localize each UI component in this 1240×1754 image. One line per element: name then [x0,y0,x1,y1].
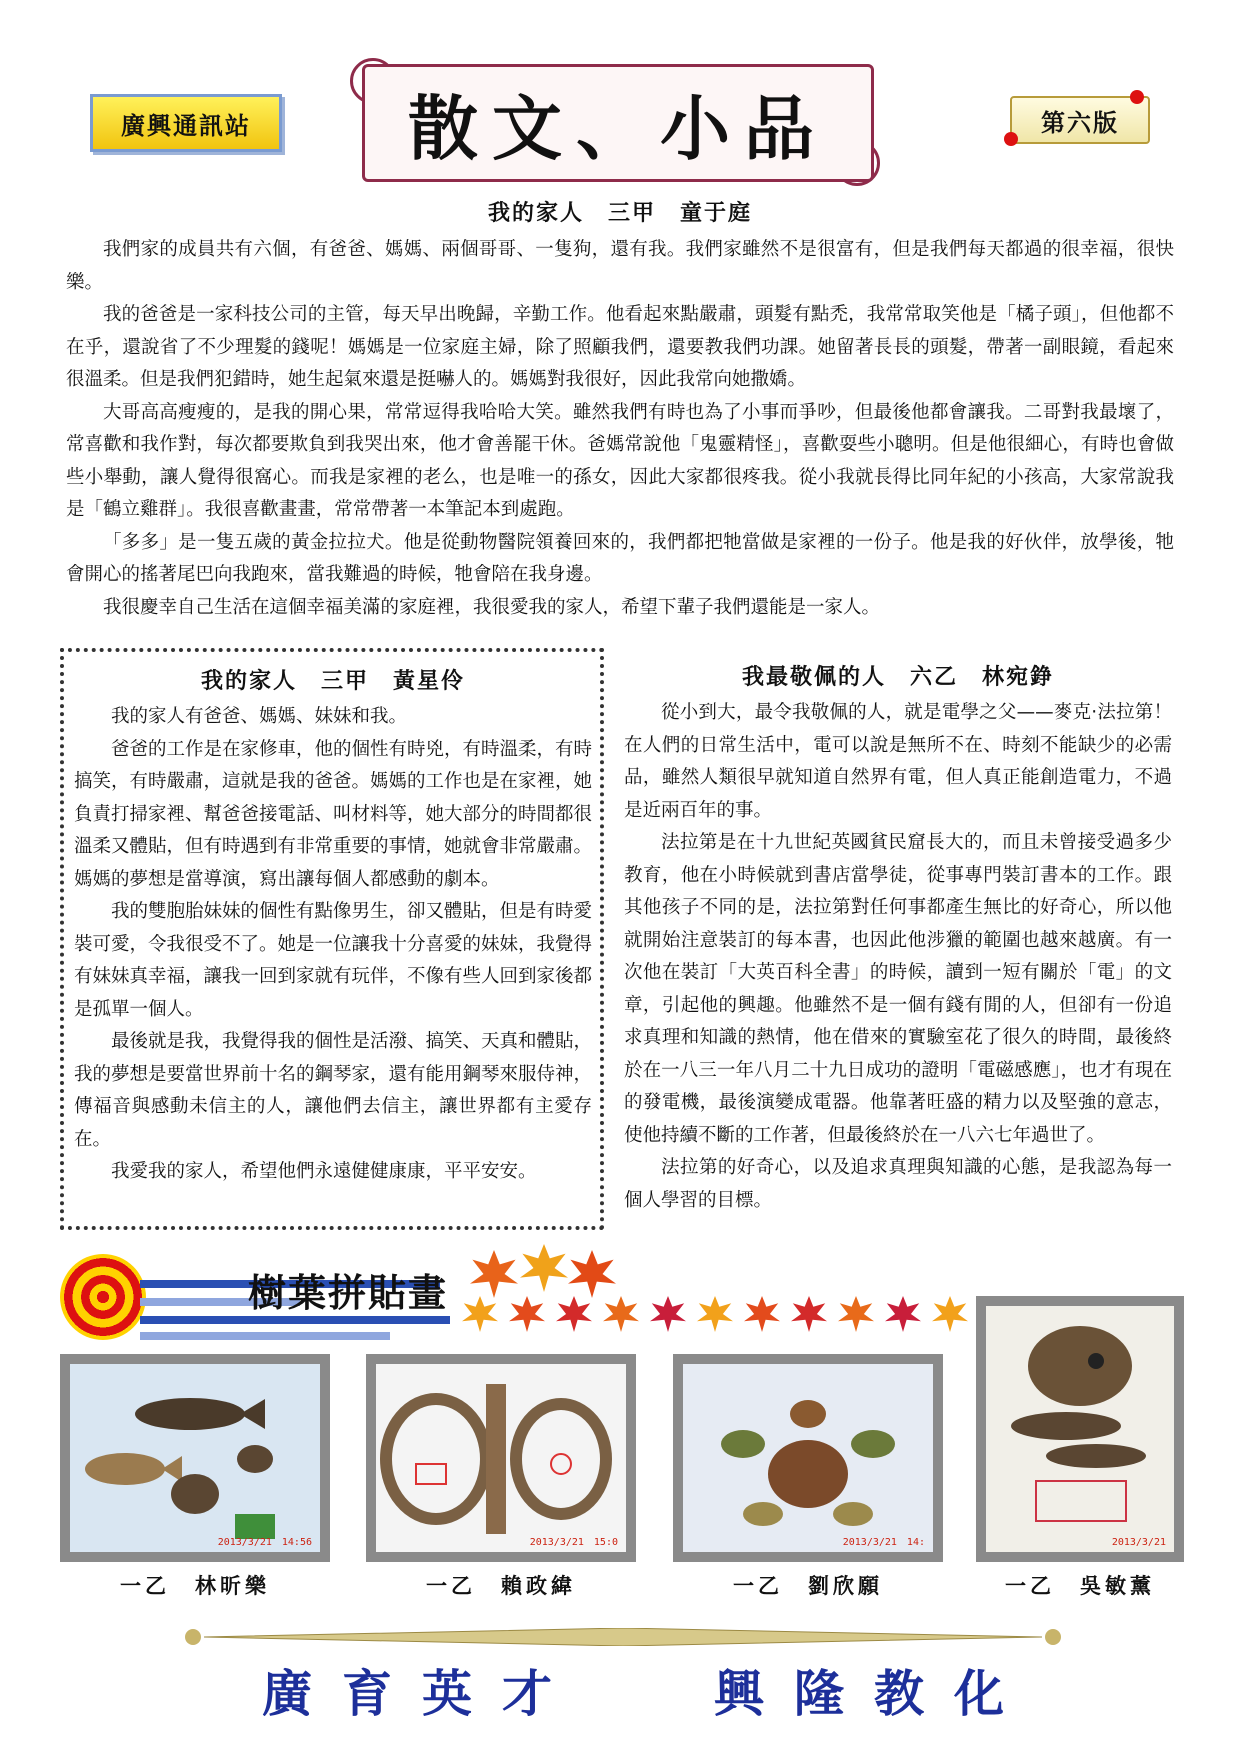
leaf-section-title: 樹葉拼貼畫 [248,1270,449,1315]
leaf-face-collage-image [986,1306,1174,1552]
photo-caption: 一乙 賴政緯 [426,1573,576,1598]
leaf-faces-collage-image [376,1364,626,1552]
footer-motto-left: 廣育英才 [262,1664,582,1723]
article3-column [624,660,1172,1217]
speed-line-decoration [140,1332,390,1340]
maple-leaf-icon [520,1244,568,1292]
article1-paragraph: 我的爸爸是一家科技公司的主管，每天早出晚歸，辛勤工作。他看起來點嚴肅，頭髮有點禿，我常常取笑他是「橘子頭」，但他都不在乎，還說省了不少理髮的錢呢！媽媽是一位家庭主婦，除了照顧我們，還要教我們功課。她留著長長的頭髮，帶著一副眼鏡，看起來很溫柔。但是我們犯錯時，她生起氣來還是挺嚇人的。媽媽對我很好，因此我常向她撒嬌。 [66,304,1174,390]
photo-timestamp: 2013/3/21 15:0 [529,1537,618,1548]
maple-leaf-icon [470,1250,518,1298]
article3-paragraph: 法拉第的好奇心，以及追求真理與知識的心態，是我認為每一個人學習的目標。 [624,1157,1172,1211]
leaf-icon [791,1296,827,1332]
leaf-collage-photo [673,1354,943,1562]
leaf-icon [509,1296,545,1332]
leaf-icon [603,1296,639,1332]
article1-paragraph: 「多多」是一隻五歲的黃金拉拉犬。他是從動物醫院領養回來的，我們都把牠當做是家裡的一份子。他是我的好伙伴，放學後，牠會開心的搖著尾巴向我跑來，當我難過的時候，牠會陪在我身邊。 [66,531,1174,585]
red-dot-decoration [1004,132,1018,146]
article1-paragraph: 我很慶幸自己生活在這個幸福美滿的家庭裡，我很愛我的家人，希望下輩子我們還能是一家人。 [103,596,881,618]
footer-ornament-bar [184,1628,1062,1646]
article2-paragraph: 我的家人有爸爸、媽媽、妹妹和我。 [111,706,408,727]
leaf-figure-collage-image [683,1364,933,1552]
article1-paragraph: 大哥高高瘦瘦的，是我的開心果，常常逗得我哈哈大笑。雖然我們有時也為了小事而爭吵，但最後他都會讓我。二哥對我最壞了，常喜歡和我作對，每次都要欺負到我哭出來，他才會善罷干休。爸媽常說他「鬼靈精怪」，喜歡耍些小聰明。但是他很細心，有時也會做些小舉動，讓人覺得很窩心。而我是家裡的老么，也是唯一的孫女，因此大家都很疼我。從小我就長得比同年紀的小孩高，大家常說我是「鶴立雞群」。我很喜歡畫畫，常常帶著一本筆記本到處跑。 [66,401,1174,520]
photo-timestamp: 2013/3/21 14: [842,1537,925,1548]
leaf-collage-photo [366,1354,636,1562]
article3-paragraph: 從小到大，最令我敬佩的人，就是電學之父——麥克·法拉第！在人們的日常生活中，電可以說是無所不在、時刻不能缺少的必需品，雖然人類很早就知道自然界有電，但人真正能創造電力，不過是近兩百年的事。 [624,702,1172,821]
photo-timestamp: 2013/3/21 [1111,1537,1166,1548]
target-icon [60,1254,146,1340]
article2-paragraph: 爸爸的工作是在家修車，他的個性有時兇，有時溫柔，有時搞笑，有時嚴肅，這就是我的爸爸。媽媽的工作也是在家裡，她負責打掃家裡、幫爸爸接電話、叫材料等，她大部分的時間都很溫柔又體貼，但有時遇到有非常重要的事情，她就會非常嚴肅。媽媽的夢想是當導演，寫出讓每個人都感動的劇本。 [74,738,593,890]
article2-title: 我的家人 三甲 黃星伶 [200,668,465,694]
edition-badge: 第六版 [1010,96,1150,144]
speed-line-decoration [140,1316,450,1324]
article3-title: 我最敬佩的人 六乙 林宛錚 [741,664,1054,690]
leaf-icon [650,1296,686,1332]
article3-paragraph: 法拉第是在十九世紀英國貧民窟長大的，而且未曾接受過多少教育，他在小時候就到書店當學徒，從事專門裝訂書本的工作。跟其他孩子不同的是，法拉第對任何事都產生無比的好奇心，所以他就開始注意裝訂的每本書，也因此他涉獵的範圍也越來越廣。有一次他在裝訂「大英百科全書」的時候，讀到一短有關於「電」的文章，引起他的興趣。他雖然不是一個有錢有閒的人，但卻有一份追求真理和知識的熱情，他在借來的實驗室花了很久的時間，最後終於在一八三一年八月二十九日成功的證明「電磁感應」，也才有現在的發電機，最後演變成電器。他靠著旺盛的精力以及堅強的意志，使他持續不斷的工作著，但最後終於在一八六七年過世了。 [624,832,1172,1146]
page-title: 散文、小品 [408,86,828,170]
footer-motto-right: 興隆教化 [714,1664,1034,1723]
photo-caption: 一乙 劉欣願 [733,1573,883,1598]
article2-paragraph: 我愛我的家人，希望他們永遠健健康康，平平安安。 [111,1161,537,1182]
page-title-scroll [362,64,874,182]
photo-timestamp: 2013/3/21 14:56 [217,1537,312,1548]
leaf-icon [838,1296,874,1332]
leaf-collage-photo [976,1296,1184,1562]
fish-turtle-collage-image [70,1364,320,1552]
leaf-icon [744,1296,780,1332]
article2-box [60,648,604,1230]
leaf-row-decoration [462,1296,968,1332]
leaf-icon [697,1296,733,1332]
photo-caption: 一乙 吳敏薰 [1005,1573,1155,1598]
maple-leaf-icon [568,1250,616,1298]
red-dot-decoration [1130,90,1144,104]
article1-body [66,234,1174,624]
article2-paragraph: 最後就是我，我覺得我的個性是活潑、搞笑、天真和體貼，我的夢想是要當世界前十名的鋼琴家，還有能用鋼琴來服侍神，傳福音與感動未信主的人，讓他們去信主，讓世界都有主愛存在。 [74,1031,593,1150]
article1-title: 我的家人 三甲 童于庭 [487,200,752,226]
leaf-icon [462,1296,498,1332]
leaf-icon [932,1296,968,1332]
leaf-icon [556,1296,592,1332]
photo-caption: 一乙 林昕樂 [120,1573,270,1598]
leaf-collage-photo [60,1354,330,1562]
article2-paragraph: 我的雙胞胎妹妹的個性有點像男生，卻又體貼，但是有時愛裝可愛，令我很受不了。她是一位讓我十分喜愛的妹妹，我覺得有妹妹真幸福，讓我一回到家就有玩伴，不像有些人回到家後都是孤單一個人。 [74,901,593,1020]
newsletter-badge: 廣興通訊站 [90,94,282,152]
leaf-icon [885,1296,921,1332]
article1-paragraph: 我們家的成員共有六個，有爸爸、媽媽、兩個哥哥、一隻狗，還有我。我們家雖然不是很富有，但是我們每天都過的很幸福，很快樂。 [66,239,1174,293]
